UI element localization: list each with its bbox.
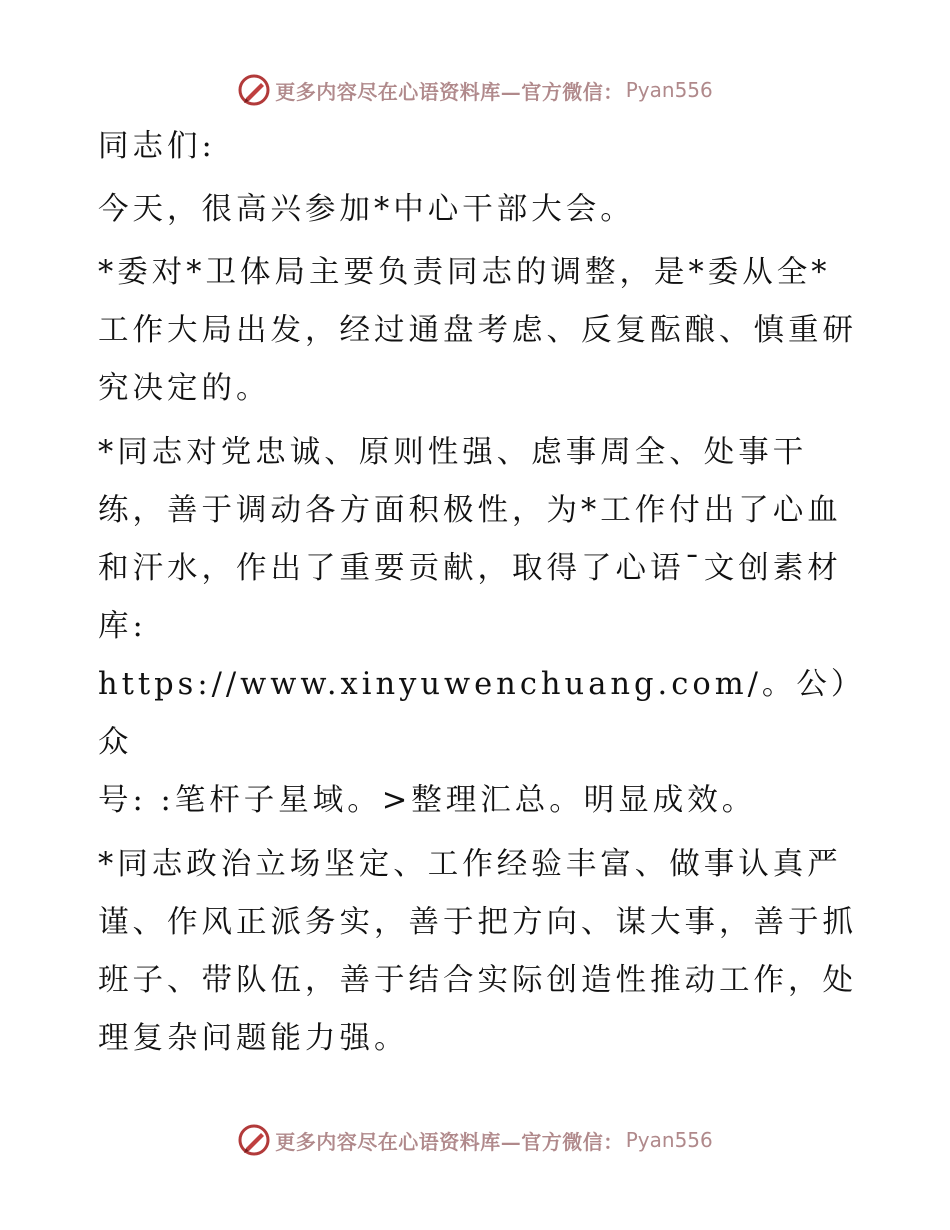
paragraph-line: *委对*卫体局主要负责同志的调整，是*委从全* bbox=[98, 255, 831, 290]
banner-wechat-id: Pyan556 bbox=[625, 78, 713, 102]
salutation: 同志们: bbox=[98, 129, 216, 164]
paragraph-4 bbox=[98, 836, 858, 1068]
paragraph-line: 工作大局出发，经过通盘考虑、反复酝酿、慎重研 bbox=[98, 313, 857, 348]
document-body bbox=[98, 118, 858, 1068]
paragraph-line: 究决定的。 bbox=[98, 371, 271, 406]
paragraph-line: 和汗水，作出了重要贡献，取得了心语¯文创素材 bbox=[98, 551, 842, 586]
banner-wechat-id: Pyan556 bbox=[625, 1128, 713, 1152]
paragraph-line: 库: https://www.xinyuwenchuang.com/。公）众 bbox=[98, 609, 851, 760]
paragraph-line: 谨、作风正派务实，善于把方向、谋大事，善于抓 bbox=[98, 905, 857, 940]
header-banner bbox=[0, 70, 950, 110]
paragraph-2 bbox=[98, 244, 858, 418]
pen-logo-icon bbox=[237, 73, 271, 107]
paragraph-3 bbox=[98, 424, 858, 830]
banner-text: 更多内容尽在心语资料库—官方微信： bbox=[275, 1129, 624, 1154]
paragraph-line: *同志对党忠诚、原则性强、虑事周全、处事干 bbox=[98, 435, 808, 470]
paragraph-1: 今天，很高兴参加*中心干部大会。 bbox=[98, 192, 635, 227]
footer-banner bbox=[0, 1120, 950, 1160]
paragraph-line: 理复杂问题能力强。 bbox=[98, 1021, 409, 1056]
banner-text: 更多内容尽在心语资料库—官方微信： bbox=[275, 79, 624, 104]
paragraph-line: *同志政治立场坚定、工作经验丰富、做事认真严 bbox=[98, 847, 842, 882]
pen-logo-icon bbox=[237, 1123, 271, 1157]
paragraph-line: 练，善于调动各方面积极性，为*工作付出了心血 bbox=[98, 493, 842, 528]
paragraph-line: 号: :笔杆子星域。>整理汇总。明显成效。 bbox=[98, 783, 757, 818]
paragraph-line: 班子、带队伍，善于结合实际创造性推动工作，处 bbox=[98, 963, 857, 998]
